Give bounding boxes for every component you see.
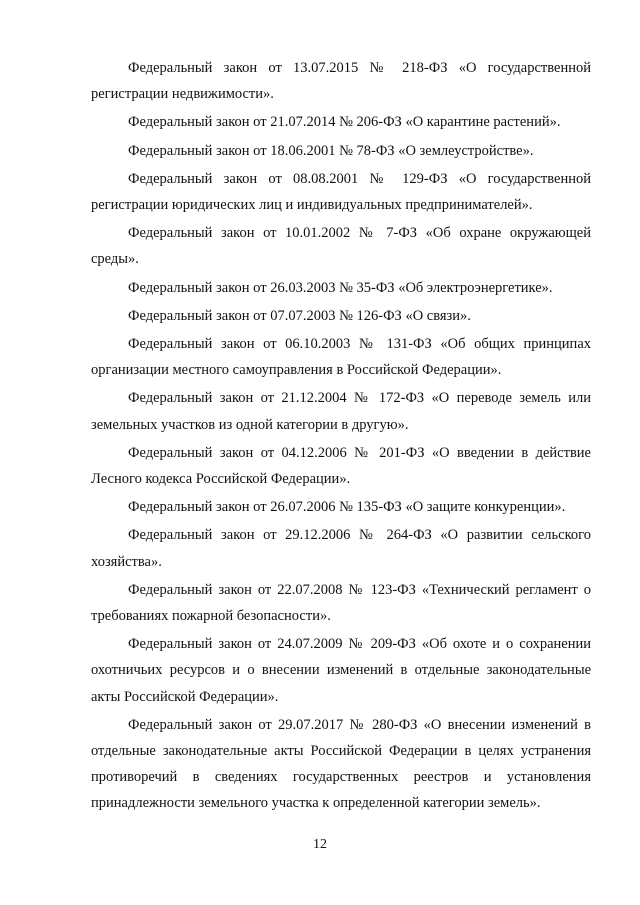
law-reference-paragraph: Федеральный закон от 22.07.2008 № 123-ФЗ «Технический регламент о требованиях пожарной безопасности». <box>91 581 591 625</box>
law-reference-paragraph: Федеральный закон от 08.08.2001 № 129-ФЗ «О государственной регистрации юридических лиц и индивидуальных предпринимателей». <box>91 170 591 214</box>
law-reference-paragraph: Федеральный закон от 18.06.2001 № 78-ФЗ «О землеустройстве». <box>128 142 534 159</box>
page-number: 12 <box>313 837 327 852</box>
law-reference-paragraph: Федеральный закон от 06.10.2003 № 131-ФЗ «Об общих принципах организации местного самоуправления в Российской Федерации». <box>91 336 591 379</box>
law-reference-paragraph: Федеральный закон от 13.07.2015 № 218-ФЗ «О государственной регистрации недвижимости». <box>91 60 591 103</box>
document-body <box>91 55 591 819</box>
law-reference-paragraph: Федеральный закон от 26.07.2006 № 135-ФЗ «О защите конкуренции». <box>128 499 566 516</box>
law-reference-paragraph: Федеральный закон от 29.12.2006 № 264-ФЗ «О развитии сельского хозяйства». <box>91 527 591 570</box>
law-reference-paragraph: Федеральный закон от 10.01.2002 № 7-ФЗ «Об охране окружающей среды». <box>91 225 591 268</box>
law-reference-paragraph: Федеральный закон от 29.07.2017 № 280-ФЗ «О внесении изменений в отдельные законодательные акты Российской Федерации в целях устранения противоречий в сведениях государственных реестров и установления принадлежности земельного участка к определенной категории земель». <box>91 716 591 812</box>
law-reference-paragraph: Федеральный закон от 26.03.2003 № 35-ФЗ «Об электроэнергетике». <box>128 279 553 296</box>
law-reference-paragraph: Федеральный закон от 07.07.2003 № 126-ФЗ «О связи». <box>128 307 471 324</box>
law-reference-paragraph: Федеральный закон от 04.12.2006 № 201-ФЗ «О введении в действие Лесного кодекса Российской Федерации». <box>91 444 591 488</box>
law-reference-paragraph: Федеральный закон от 24.07.2009 № 209-ФЗ «Об охоте и о сохранении охотничьих ресурсов и о внесении изменений в отдельные законодательные акты Российской Федерации». <box>91 636 591 705</box>
law-reference-paragraph: Федеральный закон от 21.07.2014 № 206-ФЗ «О карантине растений». <box>128 114 561 131</box>
law-reference-paragraph: Федеральный закон от 21.12.2004 № 172-ФЗ «О переводе земель или земельных участков из одной категории в другую». <box>91 390 591 433</box>
